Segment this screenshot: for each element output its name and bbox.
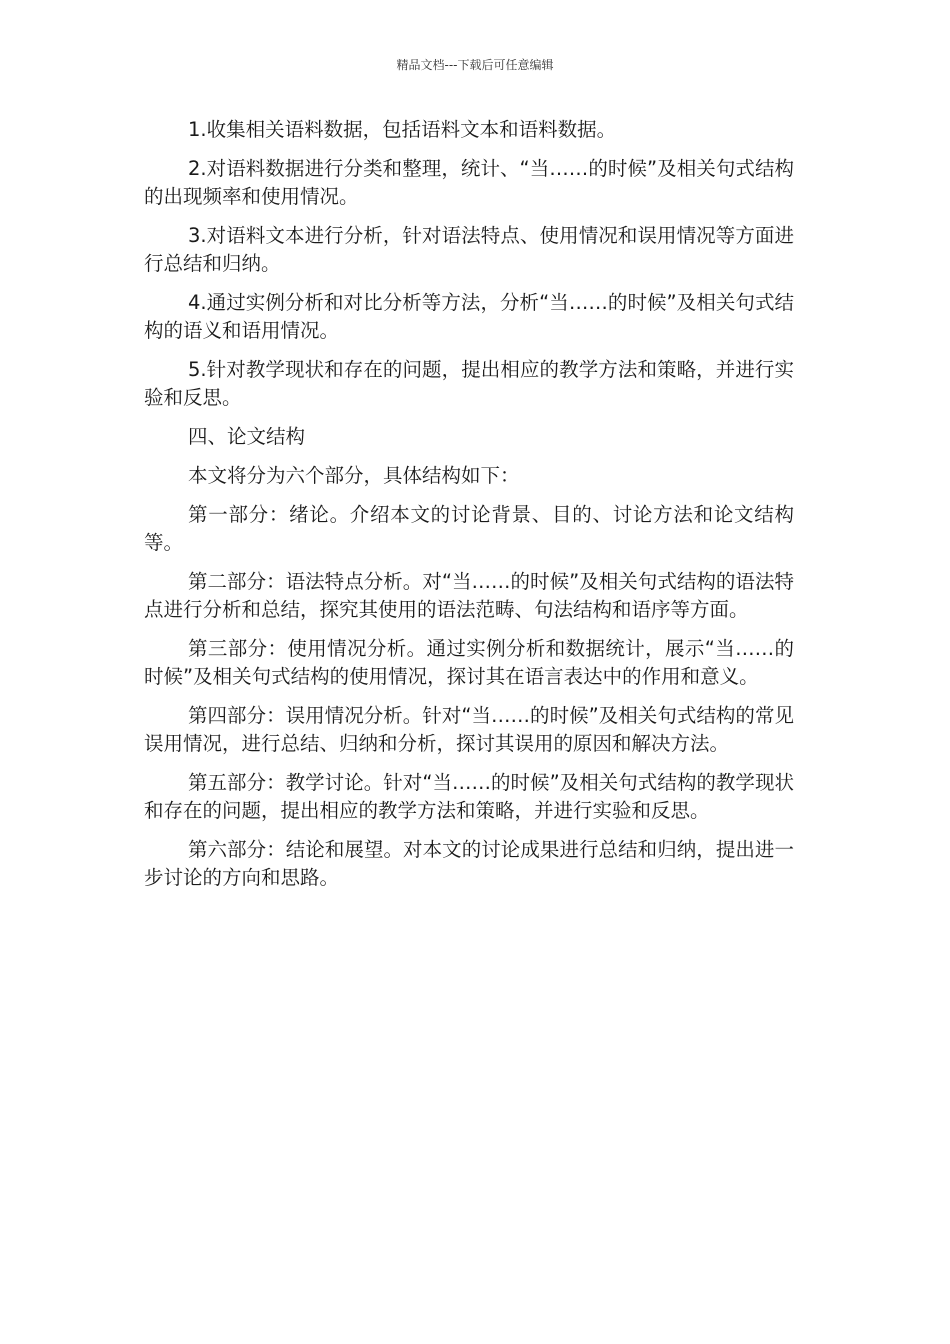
paragraph-part-5: 第五部分：教学讨论。针对“当……的时候”及相关句式结构的教学现状和存在的问题，提出相应的教学方法和策略，并进行实验和反思。 bbox=[144, 771, 794, 822]
paragraph-step-5: 5.针对教学现状和存在的问题，提出相应的教学方法和策略，并进行实验和反思。 bbox=[144, 358, 794, 409]
page-header: 精品文档---下载后可任意编辑 bbox=[396, 58, 554, 72]
paragraph-step-1: 1.收集相关语料数据，包括语料文本和语料数据。 bbox=[188, 118, 617, 141]
paragraph-step-2: 2.对语料数据进行分类和整理，统计、“当……的时候”及相关句式结构的出现频率和使用情况。 bbox=[144, 157, 794, 208]
paragraph-structure-intro: 本文将分为六个部分，具体结构如下： bbox=[188, 464, 520, 487]
paragraph-part-3: 第三部分：使用情况分析。通过实例分析和数据统计，展示“当……的时候”及相关句式结构的使用情况，探讨其在语言表达中的作用和意义。 bbox=[144, 637, 794, 688]
document-body bbox=[144, 116, 794, 903]
paragraph-part-2: 第二部分：语法特点分析。对“当……的时候”及相关句式结构的语法特点进行分析和总结，探究其使用的语法范畴、句法结构和语序等方面。 bbox=[144, 570, 794, 621]
section-heading: 四、论文结构 bbox=[188, 425, 306, 448]
paragraph-part-4: 第四部分：误用情况分析。针对“当……的时候”及相关句式结构的常见误用情况，进行总结、归纳和分析，探讨其误用的原因和解决方法。 bbox=[144, 704, 794, 755]
paragraph-part-6: 第六部分：结论和展望。对本文的讨论成果进行总结和归纳，提出进一步讨论的方向和思路。 bbox=[144, 838, 794, 889]
paragraph-step-4: 4.通过实例分析和对比分析等方法，分析“当……的时候”及相关句式结构的语义和语用情况。 bbox=[144, 291, 794, 342]
paragraph-step-3: 3.对语料文本进行分析，针对语法特点、使用情况和误用情况等方面进行总结和归纳。 bbox=[144, 224, 794, 275]
paragraph-part-1: 第一部分：绪论。介绍本文的讨论背景、目的、讨论方法和论文结构等。 bbox=[144, 503, 794, 554]
